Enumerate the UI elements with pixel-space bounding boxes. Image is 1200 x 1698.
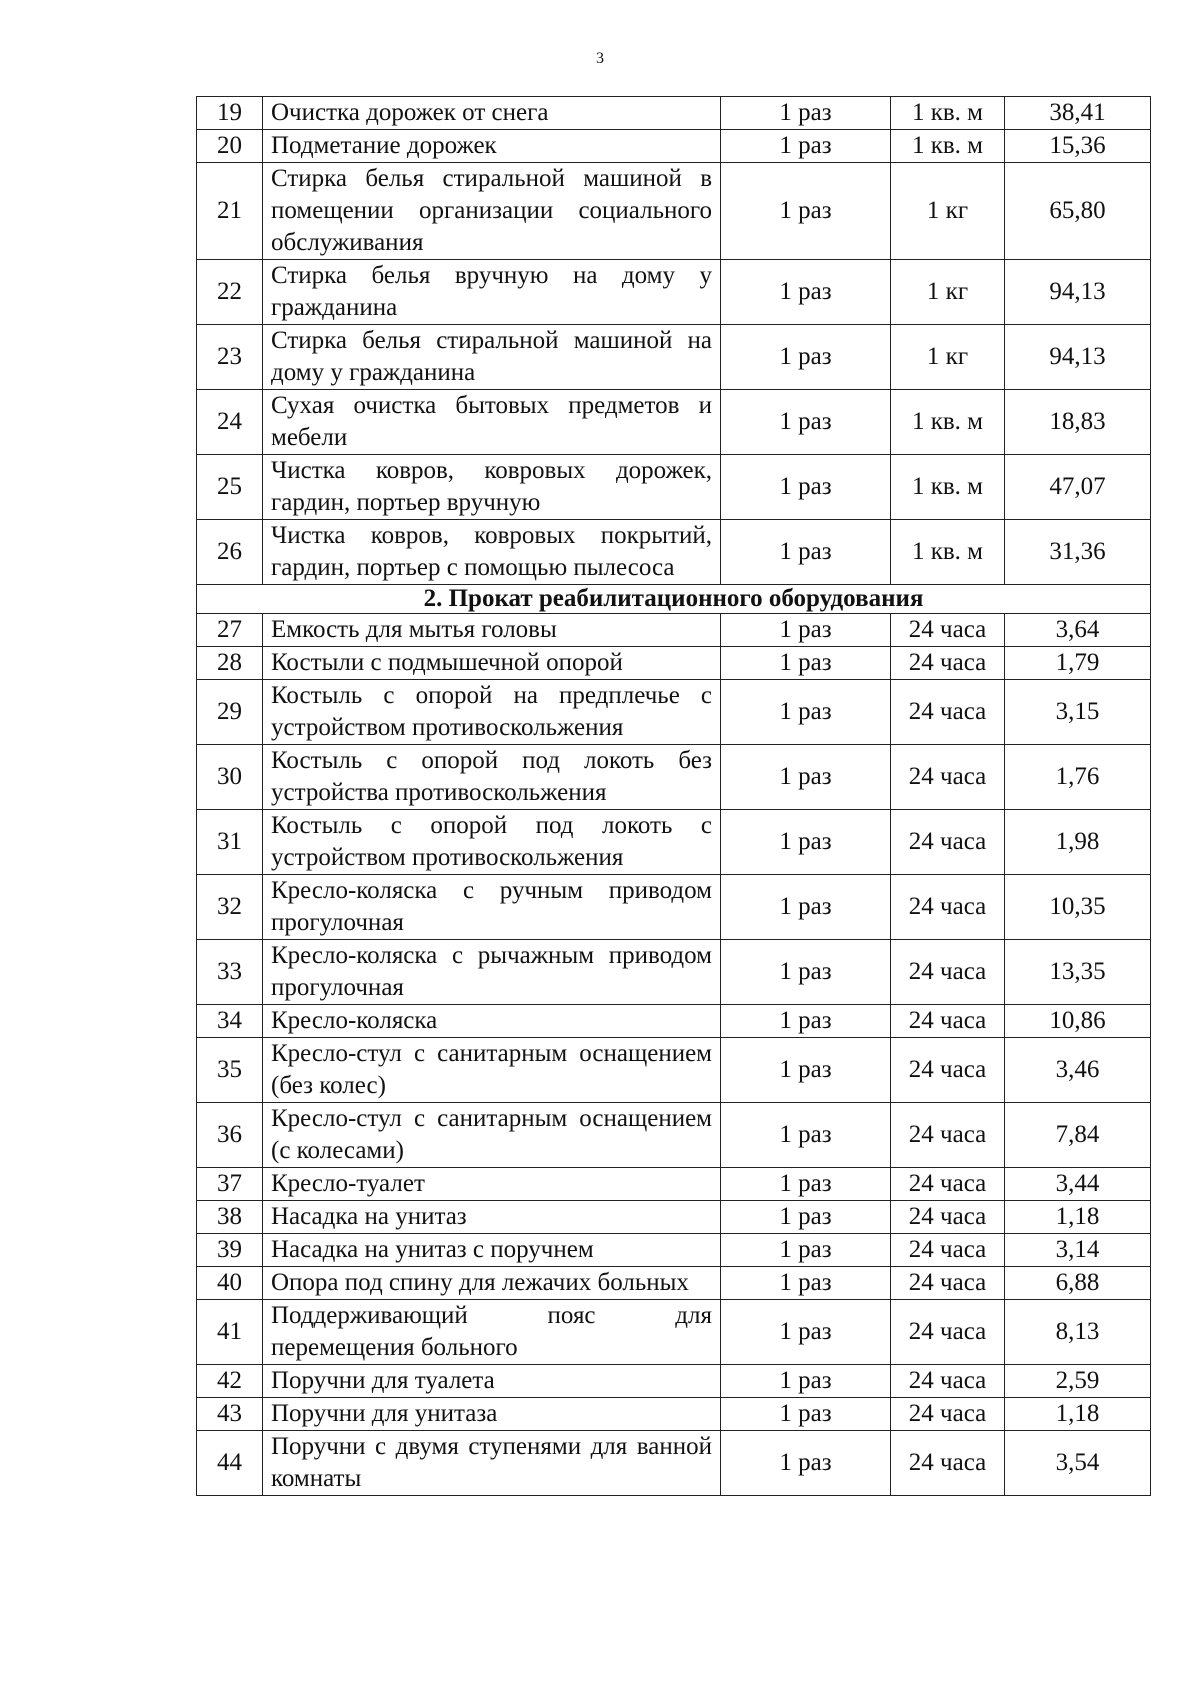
- service-name: Насадка на унитаз с поручнем: [263, 1234, 721, 1267]
- unit: 24 часа: [891, 1234, 1005, 1267]
- frequency: 1 раз: [721, 1300, 891, 1365]
- frequency: 1 раз: [721, 1267, 891, 1300]
- row-number: 28: [197, 647, 263, 680]
- service-name: Емкость для мытья головы: [263, 614, 721, 647]
- service-name: Стирка белья стиральной машиной в помещении организации социального обслуживания: [263, 163, 721, 260]
- frequency: 1 раз: [721, 1038, 891, 1103]
- frequency: 1 раз: [721, 520, 891, 585]
- service-name: Поддерживающий пояс для перемещения больного: [263, 1300, 721, 1365]
- service-name: Костыли с подмышечной опорой: [263, 647, 721, 680]
- unit: 24 часа: [891, 1005, 1005, 1038]
- row-number: 32: [197, 875, 263, 940]
- unit: 24 часа: [891, 1201, 1005, 1234]
- table-row: [197, 1103, 1151, 1168]
- tariff-table: [196, 96, 1151, 1496]
- frequency: 1 раз: [721, 97, 891, 130]
- frequency: 1 раз: [721, 810, 891, 875]
- unit: 24 часа: [891, 1267, 1005, 1300]
- frequency: 1 раз: [721, 130, 891, 163]
- frequency: 1 раз: [721, 680, 891, 745]
- frequency: 1 раз: [721, 940, 891, 1005]
- table-row: [197, 1038, 1151, 1103]
- row-number: 24: [197, 390, 263, 455]
- service-name: Кресло-коляска с рычажным приводом прогулочная: [263, 940, 721, 1005]
- table-row: [197, 1300, 1151, 1365]
- row-number: 30: [197, 745, 263, 810]
- section-title: 2. Прокат реабилитационного оборудования: [197, 585, 1151, 614]
- row-number: 36: [197, 1103, 263, 1168]
- unit: 24 часа: [891, 1300, 1005, 1365]
- price: 3,64: [1005, 614, 1151, 647]
- table-row: [197, 745, 1151, 810]
- frequency: 1 раз: [721, 647, 891, 680]
- unit: 1 кв. м: [891, 130, 1005, 163]
- frequency: 1 раз: [721, 1365, 891, 1398]
- price: 15,36: [1005, 130, 1151, 163]
- row-number: 35: [197, 1038, 263, 1103]
- frequency: 1 раз: [721, 325, 891, 390]
- row-number: 22: [197, 260, 263, 325]
- service-name: Чистка ковров, ковровых дорожек, гардин, портьер вручную: [263, 455, 721, 520]
- row-number: 31: [197, 810, 263, 875]
- table-section: [197, 585, 1151, 614]
- service-name: Стирка белья вручную на дому у гражданина: [263, 260, 721, 325]
- row-number: 37: [197, 1168, 263, 1201]
- table-row: [197, 1234, 1151, 1267]
- row-number: 21: [197, 163, 263, 260]
- table-row: [197, 390, 1151, 455]
- unit: 24 часа: [891, 1398, 1005, 1431]
- service-name: Стирка белья стиральной машиной на дому у гражданина: [263, 325, 721, 390]
- row-number: 25: [197, 455, 263, 520]
- frequency: 1 раз: [721, 260, 891, 325]
- unit: 24 часа: [891, 1103, 1005, 1168]
- price: 10,86: [1005, 1005, 1151, 1038]
- frequency: 1 раз: [721, 390, 891, 455]
- price: 3,54: [1005, 1431, 1151, 1496]
- unit: 1 кг: [891, 325, 1005, 390]
- table-row: [197, 614, 1151, 647]
- frequency: 1 раз: [721, 163, 891, 260]
- unit: 1 кг: [891, 260, 1005, 325]
- table-row: [197, 130, 1151, 163]
- table-body-part1: [197, 97, 1151, 585]
- row-number: 43: [197, 1398, 263, 1431]
- service-name: Кресло-коляска с ручным приводом прогулочная: [263, 875, 721, 940]
- unit: 24 часа: [891, 745, 1005, 810]
- frequency: 1 раз: [721, 1103, 891, 1168]
- unit: 24 часа: [891, 647, 1005, 680]
- price: 94,13: [1005, 325, 1151, 390]
- unit: 1 кг: [891, 163, 1005, 260]
- price: 2,59: [1005, 1365, 1151, 1398]
- unit: 1 кв. м: [891, 520, 1005, 585]
- table-row: [197, 1168, 1151, 1201]
- price: 47,07: [1005, 455, 1151, 520]
- price: 13,35: [1005, 940, 1151, 1005]
- service-name: Костыль с опорой на предплечье с устройством противоскольжения: [263, 680, 721, 745]
- table-row: [197, 647, 1151, 680]
- unit: 24 часа: [891, 1168, 1005, 1201]
- service-name: Кресло-туалет: [263, 1168, 721, 1201]
- service-name: Насадка на унитаз: [263, 1201, 721, 1234]
- unit: 24 часа: [891, 940, 1005, 1005]
- unit: 24 часа: [891, 1365, 1005, 1398]
- table-row: [197, 1365, 1151, 1398]
- row-number: 40: [197, 1267, 263, 1300]
- service-name: Поручни с двумя ступенями для ванной комнаты: [263, 1431, 721, 1496]
- table-row: [197, 520, 1151, 585]
- service-name: Опора под спину для лежачих больных: [263, 1267, 721, 1300]
- frequency: 1 раз: [721, 1168, 891, 1201]
- table-row: [197, 163, 1151, 260]
- price: 3,14: [1005, 1234, 1151, 1267]
- price: 3,15: [1005, 680, 1151, 745]
- row-number: 44: [197, 1431, 263, 1496]
- unit: 24 часа: [891, 680, 1005, 745]
- service-name: Костыль с опорой под локоть с устройством противоскольжения: [263, 810, 721, 875]
- row-number: 42: [197, 1365, 263, 1398]
- price: 38,41: [1005, 97, 1151, 130]
- service-name: Кресло-коляска: [263, 1005, 721, 1038]
- table-row: [197, 97, 1151, 130]
- price: 1,79: [1005, 647, 1151, 680]
- price: 65,80: [1005, 163, 1151, 260]
- unit: 1 кв. м: [891, 97, 1005, 130]
- price: 1,76: [1005, 745, 1151, 810]
- frequency: 1 раз: [721, 1431, 891, 1496]
- row-number: 29: [197, 680, 263, 745]
- unit: 24 часа: [891, 1038, 1005, 1103]
- table-row: [197, 455, 1151, 520]
- row-number: 39: [197, 1234, 263, 1267]
- table-row: [197, 1431, 1151, 1496]
- unit: 1 кв. м: [891, 390, 1005, 455]
- frequency: 1 раз: [721, 1005, 891, 1038]
- row-number: 41: [197, 1300, 263, 1365]
- row-number: 38: [197, 1201, 263, 1234]
- frequency: 1 раз: [721, 1201, 891, 1234]
- table-row: [197, 1398, 1151, 1431]
- price: 3,44: [1005, 1168, 1151, 1201]
- service-name: Подметание дорожек: [263, 130, 721, 163]
- unit: 24 часа: [891, 810, 1005, 875]
- frequency: 1 раз: [721, 614, 891, 647]
- unit: 24 часа: [891, 875, 1005, 940]
- price: 18,83: [1005, 390, 1151, 455]
- service-name: Кресло-стул с санитарным оснащением (без колес): [263, 1038, 721, 1103]
- price: 10,35: [1005, 875, 1151, 940]
- unit: 1 кв. м: [891, 455, 1005, 520]
- frequency: 1 раз: [721, 745, 891, 810]
- table-body-part2: [197, 614, 1151, 1496]
- price: 31,36: [1005, 520, 1151, 585]
- table-row: [197, 260, 1151, 325]
- table-row: [197, 875, 1151, 940]
- frequency: 1 раз: [721, 875, 891, 940]
- service-name: Очистка дорожек от снега: [263, 97, 721, 130]
- table-row: [197, 1005, 1151, 1038]
- price: 1,18: [1005, 1398, 1151, 1431]
- price: 6,88: [1005, 1267, 1151, 1300]
- service-name: Костыль с опорой под локоть без устройства противоскольжения: [263, 745, 721, 810]
- table-row: [197, 810, 1151, 875]
- section-header-row: [197, 585, 1151, 614]
- unit: 24 часа: [891, 614, 1005, 647]
- unit: 24 часа: [891, 1431, 1005, 1496]
- row-number: 23: [197, 325, 263, 390]
- service-name: Поручни для унитаза: [263, 1398, 721, 1431]
- row-number: 20: [197, 130, 263, 163]
- table-row: [197, 325, 1151, 390]
- table-row: [197, 940, 1151, 1005]
- price: 3,46: [1005, 1038, 1151, 1103]
- price: 8,13: [1005, 1300, 1151, 1365]
- row-number: 27: [197, 614, 263, 647]
- frequency: 1 раз: [721, 455, 891, 520]
- page-number: 3: [596, 50, 604, 67]
- row-number: 19: [197, 97, 263, 130]
- row-number: 33: [197, 940, 263, 1005]
- price: 1,98: [1005, 810, 1151, 875]
- service-name: Поручни для туалета: [263, 1365, 721, 1398]
- table-row: [197, 680, 1151, 745]
- table-row: [197, 1267, 1151, 1300]
- price: 1,18: [1005, 1201, 1151, 1234]
- row-number: 34: [197, 1005, 263, 1038]
- frequency: 1 раз: [721, 1398, 891, 1431]
- service-name: Кресло-стул с санитарным оснащением (с колесами): [263, 1103, 721, 1168]
- row-number: 26: [197, 520, 263, 585]
- service-name: Чистка ковров, ковровых покрытий, гардин, портьер с помощью пылесоса: [263, 520, 721, 585]
- service-name: Сухая очистка бытовых предметов и мебели: [263, 390, 721, 455]
- price: 94,13: [1005, 260, 1151, 325]
- frequency: 1 раз: [721, 1234, 891, 1267]
- table-row: [197, 1201, 1151, 1234]
- price: 7,84: [1005, 1103, 1151, 1168]
